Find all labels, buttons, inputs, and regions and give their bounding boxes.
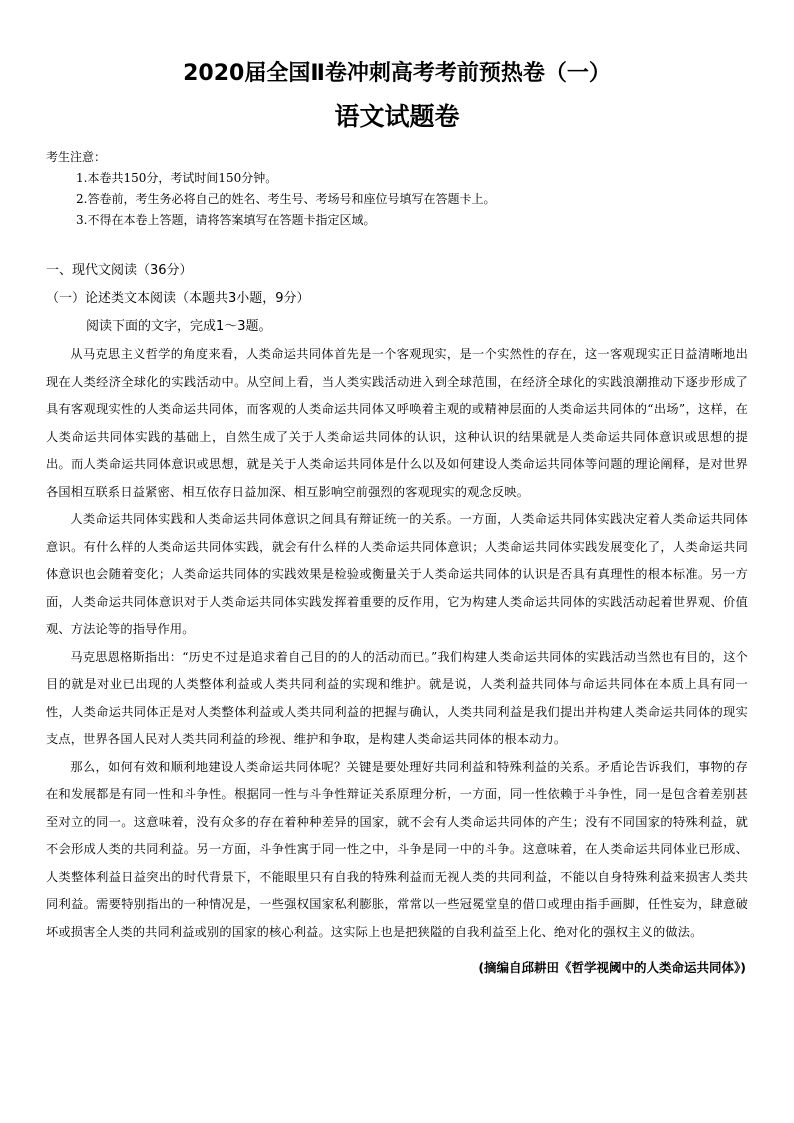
notice-heading: 考生注意： [46,150,107,164]
page-subtitle: 语文试题卷 [334,102,460,131]
article-paragraph: 从马克思主义哲学的角度来看，人类命运共同体首先是一个客观现实，是一个实然性的存在，这一客观现实正日益清晰地出现在人类经济全球化的实践活动中。从空间上看，当人类实践活动进入到全球范围，在经济全球化的实践浪潮推动下逐步形成了具有客观现实性的人类命运共同体，而客观的人类命运共同体又呼唤着主观的或精神层面的人类命运共同体的“出场”，这样，在人类命运共同体实践的基础上，自然生成了关于人类命运共同体的认识，这种认识的结果就是人类命运共同体意识或思想的提出。而人类命运共同体意识或思想，就是关于人类命运共同体是什么以及如何建设人类命运共同体等问题的理论阐释，是对世界各国相互联系日益紧密、相互依存日益加深、相互影响空前强烈的客观现实的观念反映。 [46,347,748,499]
section-title: 一、现代文阅读（36分） [46,263,193,278]
notice-item: 1.本卷共150分，考试时间150分钟。 [76,171,278,185]
article-body [46,341,748,946]
notice-item: 3.不得在本卷上答题，请将答案填写在答题卡指定区域。 [76,213,376,227]
article-paragraph: 人类命运共同体实践和人类命运共同体意识之间具有辩证统一的关系。一方面，人类命运共同体实践决定着人类命运共同体意识。有什么样的人类命运共同体实践，就会有什么样的人类命运共同体意识；人类命运共同体实践发展变化了，人类命运共同体意识也会随着变化；人类命运共同体的实践效果是检验或衡量关于人类命运共同体的认识是否具有真理性的根本标准。另一方面，人类命运共同体意识对于人类命运共同体实践发挥着重要的反作用，它为构建人类命运共同体的实践活动起着世界观、价值观、方法论等的指导作用。 [46,512,748,636]
reading-instruction: 阅读下面的文字，完成1～3题。 [86,319,272,334]
article-source: (摘编自邱耕田《哲学视阈中的人类命运共同体》) [478,960,746,975]
article-paragraph: 马克思恩格斯指出：“历史不过是追求着自己目的的人的活动而已。”我们构建人类命运共同体的实践活动当然也有目的，这个目的就是对业已出现的人类整体利益或人类共同利益的实现和维护。就是说，人类利益共同体与命运共同体在本质上具有同一性，人类命运共同体正是对人类整体利益或人类共同利益的把握与确认，人类共同利益是我们提出并构建人类命运共同体的现实支点，世界各国人民对人类共同利益的珍视、维护和争取，是构建人类命运共同体的根本动力。 [46,649,748,746]
page-title: 2020届全国Ⅱ卷冲刺高考考前预热卷（一） [183,61,611,86]
sub-section-title: （一）论述类文本阅读（本题共3小题，9分） [46,291,310,306]
exam-notice [46,148,748,231]
article-paragraph: 那么，如何有效和顺利地建设人类命运共同体呢？关键是要处理好共同利益和特殊利益的关系。矛盾论告诉我们，事物的存在和发展都是有同一性和斗争性。根据同一性与斗争性辩证关系原理分析，一方面，同一性依赖于斗争性，同一是包含着差别甚至对立的同一。这意味着，没有众多的存在着种种差异的国家，就不会有人类命运共同体的产生；没有不同国家的特殊利益，就不会形成人类的共同利益。另一方面，斗争性寓于同一性之中，斗争是同一中的斗争。这意味着，在人类命运共同体业已形成、人类整体利益日益突出的时代背景下，不能眼里只有自我的特殊利益而无视人类的共同利益，不能以自身特殊利益来损害人类共同利益。需要特别指出的一种情况是，一些强权国家私利膨胀，常常以一些冠冕堂皇的借口或理由指手画脚，任性妄为，肆意破坏或损害全人类的共同利益或别的国家的核心利益。这实际上也是把狭隘的自我利益至上化、绝对化的强权主义的做法。 [46,759,748,939]
notice-list [46,168,748,231]
notice-item: 2.答卷前，考生务必将自己的姓名、考生号、考场号和座位号填写在答题卡上。 [76,192,496,206]
